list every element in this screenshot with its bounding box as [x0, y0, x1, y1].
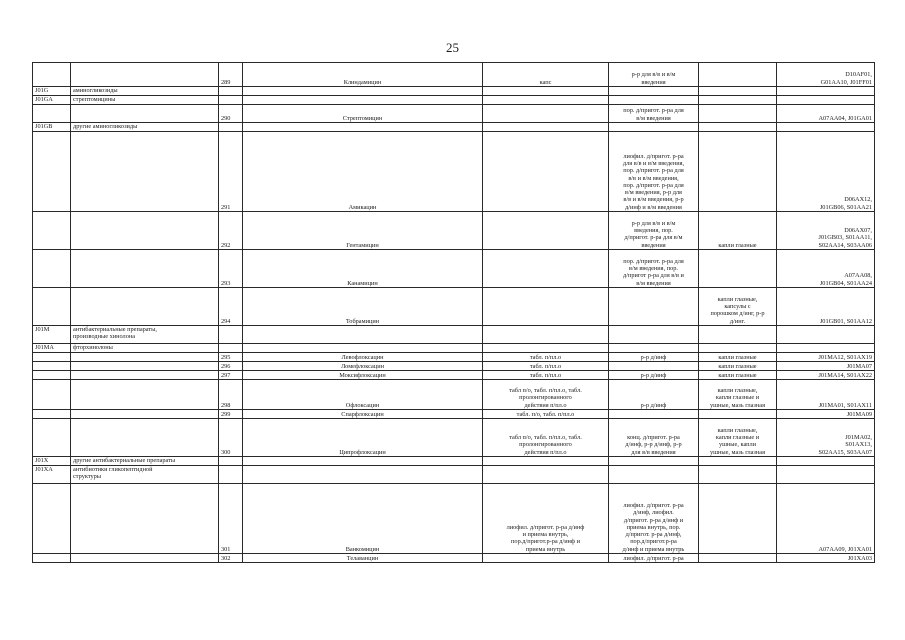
drug-table — [32, 62, 875, 563]
table-body — [33, 63, 875, 563]
atc-code-cell: J01G — [33, 87, 71, 96]
local-form-cell — [699, 457, 777, 466]
row-number-cell — [219, 457, 243, 466]
atc-code-cell — [33, 380, 71, 410]
atc-codes-cell: J01MA07 — [777, 362, 875, 371]
oral-form-cell — [483, 96, 609, 105]
row-number-cell: 291 — [219, 132, 243, 212]
oral-form-cell — [483, 105, 609, 123]
atc-code-cell: J01X — [33, 457, 71, 466]
injection-form-cell: пор. д/пригот. р-ра для в/м введения — [609, 105, 699, 123]
row-number-cell — [219, 123, 243, 132]
local-form-cell: капли глазные — [699, 212, 777, 250]
table-row — [33, 484, 875, 554]
injection-form-cell — [609, 87, 699, 96]
atc-codes-cell — [777, 457, 875, 466]
atc-codes-cell — [777, 344, 875, 353]
atc-code-cell — [33, 250, 71, 288]
atc-codes-cell: A07AA08, J01GB04, S01AA24 — [777, 250, 875, 288]
atc-code-cell — [33, 484, 71, 554]
row-number-cell: 289 — [219, 63, 243, 87]
atc-codes-cell: D06AX07, J01GB03, S01AA11, S02AA14, S03AA06 — [777, 212, 875, 250]
oral-form-cell — [483, 344, 609, 353]
atc-codes-cell: J01MA12, S01AX19 — [777, 353, 875, 362]
oral-form-cell: табл п/о, табл. п/пл.о, табл. пролонгированного действия п/пл.о — [483, 380, 609, 410]
atc-code-cell: J01GB — [33, 123, 71, 132]
atc-codes-cell: D10AF01, G01AA10, J01FF01 — [777, 63, 875, 87]
drug-name-cell: Телаванцин — [243, 554, 483, 563]
table-row — [33, 371, 875, 380]
local-form-cell — [699, 250, 777, 288]
oral-form-cell — [483, 212, 609, 250]
atc-codes-cell — [777, 87, 875, 96]
local-form-cell — [699, 344, 777, 353]
local-form-cell: капли глазные — [699, 371, 777, 380]
drug-name-cell: Канамицин — [243, 250, 483, 288]
group-name-cell: фторхинолоны — [71, 344, 219, 353]
group-name-cell: стрептомицины — [71, 96, 219, 105]
table-row — [33, 96, 875, 105]
atc-codes-cell: A07AA09, J01XA01 — [777, 484, 875, 554]
table-row — [33, 123, 875, 132]
injection-form-cell — [609, 344, 699, 353]
local-form-cell — [699, 410, 777, 419]
table-row — [33, 344, 875, 353]
table-row — [33, 212, 875, 250]
injection-form-cell — [609, 288, 699, 326]
row-number-cell: 300 — [219, 419, 243, 457]
oral-form-cell — [483, 288, 609, 326]
atc-code-cell — [33, 132, 71, 212]
oral-form-cell: капс — [483, 63, 609, 87]
local-form-cell: капли глазные, капли глазные и ушные, мазь глазная — [699, 380, 777, 410]
row-number-cell — [219, 466, 243, 484]
drug-name-cell — [243, 457, 483, 466]
table-row — [33, 288, 875, 326]
oral-form-cell: табл. п/пл.о — [483, 362, 609, 371]
local-form-cell — [699, 484, 777, 554]
atc-code-cell: J01GA — [33, 96, 71, 105]
local-form-cell — [699, 87, 777, 96]
group-name-cell: другие антибактериальные препараты — [71, 457, 219, 466]
table-row — [33, 250, 875, 288]
atc-code-cell: J01XA — [33, 466, 71, 484]
atc-codes-cell — [777, 123, 875, 132]
table-row — [33, 87, 875, 96]
drug-name-cell — [243, 123, 483, 132]
injection-form-cell — [609, 96, 699, 105]
local-form-cell: капли глазные, капсулы с порошком д/инг, р-р д/инг. — [699, 288, 777, 326]
local-form-cell — [699, 96, 777, 105]
table-row — [33, 419, 875, 457]
injection-form-cell: р-р для в/в и в/м введения, пор. д/пригот. р-ра для в/м введения — [609, 212, 699, 250]
local-form-cell: капли глазные — [699, 362, 777, 371]
injection-form-cell — [609, 457, 699, 466]
row-number-cell: 293 — [219, 250, 243, 288]
group-name-cell — [71, 371, 219, 380]
row-number-cell — [219, 87, 243, 96]
table-row — [33, 410, 875, 419]
row-number-cell: 298 — [219, 380, 243, 410]
atc-codes-cell — [777, 326, 875, 344]
local-form-cell — [699, 123, 777, 132]
atc-code-cell — [33, 212, 71, 250]
group-name-cell — [71, 63, 219, 87]
drug-name-cell: Амикацин — [243, 132, 483, 212]
oral-form-cell — [483, 326, 609, 344]
group-name-cell — [71, 380, 219, 410]
row-number-cell: 302 — [219, 554, 243, 563]
drug-name-cell: Левофлоксацин — [243, 353, 483, 362]
drug-name-cell: Спарфлоксацин — [243, 410, 483, 419]
row-number-cell: 301 — [219, 484, 243, 554]
drug-name-cell: Стрептомицин — [243, 105, 483, 123]
atc-code-cell: J01MA — [33, 344, 71, 353]
drug-name-cell: Клиндамицин — [243, 63, 483, 87]
table-row — [33, 132, 875, 212]
table-row — [33, 362, 875, 371]
row-number-cell: 299 — [219, 410, 243, 419]
atc-code-cell — [33, 63, 71, 87]
local-form-cell — [699, 63, 777, 87]
group-name-cell — [71, 250, 219, 288]
local-form-cell — [699, 466, 777, 484]
atc-codes-cell: A07AA04, J01GA01 — [777, 105, 875, 123]
row-number-cell: 295 — [219, 353, 243, 362]
atc-code-cell — [33, 105, 71, 123]
local-form-cell — [699, 554, 777, 563]
injection-form-cell: конц. д/пригот. р-ра д/инф, р-р д/инф, р-р для в/в введения — [609, 419, 699, 457]
group-name-cell — [71, 132, 219, 212]
local-form-cell — [699, 326, 777, 344]
oral-form-cell — [483, 87, 609, 96]
drug-name-cell: Ципрофлоксацин — [243, 419, 483, 457]
atc-code-cell — [33, 371, 71, 380]
local-form-cell: капли глазные, капли глазные и ушные, капли ушные, мазь глазная — [699, 419, 777, 457]
drug-name-cell: Ломефлоксацин — [243, 362, 483, 371]
local-form-cell — [699, 132, 777, 212]
atc-code-cell — [33, 362, 71, 371]
oral-form-cell — [483, 457, 609, 466]
atc-codes-cell: J01GB01, S01AA12 — [777, 288, 875, 326]
group-name-cell — [71, 419, 219, 457]
injection-form-cell: р-р д/инф — [609, 371, 699, 380]
atc-codes-cell: J01MA02, S01AX13, S02AA15, S03AA07 — [777, 419, 875, 457]
drug-name-cell — [243, 96, 483, 105]
group-name-cell — [71, 484, 219, 554]
local-form-cell — [699, 105, 777, 123]
injection-form-cell — [609, 410, 699, 419]
group-name-cell — [71, 554, 219, 563]
injection-form-cell — [609, 466, 699, 484]
atc-code-cell — [33, 410, 71, 419]
row-number-cell: 292 — [219, 212, 243, 250]
atc-code-cell — [33, 419, 71, 457]
table-row — [33, 466, 875, 484]
table-row — [33, 105, 875, 123]
atc-code-cell — [33, 288, 71, 326]
group-name-cell: антибиотики гликопептидной структуры — [71, 466, 219, 484]
injection-form-cell: лиофил. д/пригот. р-ра — [609, 554, 699, 563]
injection-form-cell: р-р для в/в и в/м введения — [609, 63, 699, 87]
group-name-cell: другие аминогликозиды — [71, 123, 219, 132]
atc-code-cell — [33, 554, 71, 563]
oral-form-cell — [483, 466, 609, 484]
drug-name-cell — [243, 326, 483, 344]
oral-form-cell — [483, 554, 609, 563]
atc-codes-cell: J01MA01, S01AX11 — [777, 380, 875, 410]
oral-form-cell: табл. п/пл.о — [483, 371, 609, 380]
oral-form-cell: табл п/о, табл. п/пл.о, табл. пролонгированного действия п/пл.о — [483, 419, 609, 457]
atc-codes-cell: J01MA09 — [777, 410, 875, 419]
atc-codes-cell — [777, 96, 875, 105]
injection-form-cell — [609, 326, 699, 344]
injection-form-cell — [609, 362, 699, 371]
table-row — [33, 353, 875, 362]
group-name-cell — [71, 353, 219, 362]
group-name-cell — [71, 212, 219, 250]
row-number-cell — [219, 326, 243, 344]
table-row — [33, 380, 875, 410]
oral-form-cell: табл. п/пл.о — [483, 353, 609, 362]
group-name-cell — [71, 410, 219, 419]
injection-form-cell: р-р д/инф — [609, 353, 699, 362]
drug-name-cell: Ванкомицин — [243, 484, 483, 554]
row-number-cell: 296 — [219, 362, 243, 371]
drug-name-cell: Моксифлоксацин — [243, 371, 483, 380]
group-name-cell: антибактериальные препараты, производные хинолона — [71, 326, 219, 344]
atc-codes-cell: J01MA14, S01AX22 — [777, 371, 875, 380]
oral-form-cell — [483, 132, 609, 212]
local-form-cell: капли глазные — [699, 353, 777, 362]
atc-code-cell — [33, 353, 71, 362]
group-name-cell — [71, 105, 219, 123]
drug-name-cell — [243, 466, 483, 484]
drug-name-cell — [243, 344, 483, 353]
atc-codes-cell — [777, 466, 875, 484]
atc-codes-cell: J01XA03 — [777, 554, 875, 563]
atc-codes-cell: D06AX12, J01GB06, S01AA21 — [777, 132, 875, 212]
oral-form-cell — [483, 250, 609, 288]
row-number-cell — [219, 96, 243, 105]
injection-form-cell: лиофил. д/пригот. р-ра д/инф, лиофил. д/пригот. р-ра д/инф и приема внутрь, пор. д/пригот. р-ра д/инф, пор.д/пригот.р-ра д/инф и приема внутрь — [609, 484, 699, 554]
drug-name-cell — [243, 87, 483, 96]
row-number-cell: 297 — [219, 371, 243, 380]
table-row — [33, 63, 875, 87]
group-name-cell — [71, 362, 219, 371]
drug-name-cell: Офлоксацин — [243, 380, 483, 410]
atc-code-cell: J01M — [33, 326, 71, 344]
injection-form-cell: пор. д/пригот. р-ра для в/м введения, пор. д/пригот р-ра для в/в и в/м введения — [609, 250, 699, 288]
injection-form-cell — [609, 123, 699, 132]
injection-form-cell: р-р д/инф — [609, 380, 699, 410]
table-row — [33, 326, 875, 344]
table-row — [33, 554, 875, 563]
row-number-cell — [219, 344, 243, 353]
page-number: 25 — [446, 40, 459, 55]
row-number-cell: 290 — [219, 105, 243, 123]
group-name-cell — [71, 288, 219, 326]
oral-form-cell: табл. п/о, табл. п/пл.о — [483, 410, 609, 419]
group-name-cell: аминогликозиды — [71, 87, 219, 96]
drug-name-cell: Тобрамицин — [243, 288, 483, 326]
oral-form-cell: лиофил. д/пригот. р-ра д/инф и приема внутрь, пор.д/пригот.р-ра д/инф и приема внутрь — [483, 484, 609, 554]
drug-name-cell: Гентамицин — [243, 212, 483, 250]
row-number-cell: 294 — [219, 288, 243, 326]
injection-form-cell: лиофил. д/пригот. р-ра для в/в и в/м введения, пор. д/пригот. р-ра для в/в и в/м введения, пор. д/пригот. р-ра для в/м введения, р-р для в/в и в/м введения, р-р д/инф и в/м введения — [609, 132, 699, 212]
table-row — [33, 457, 875, 466]
oral-form-cell — [483, 123, 609, 132]
